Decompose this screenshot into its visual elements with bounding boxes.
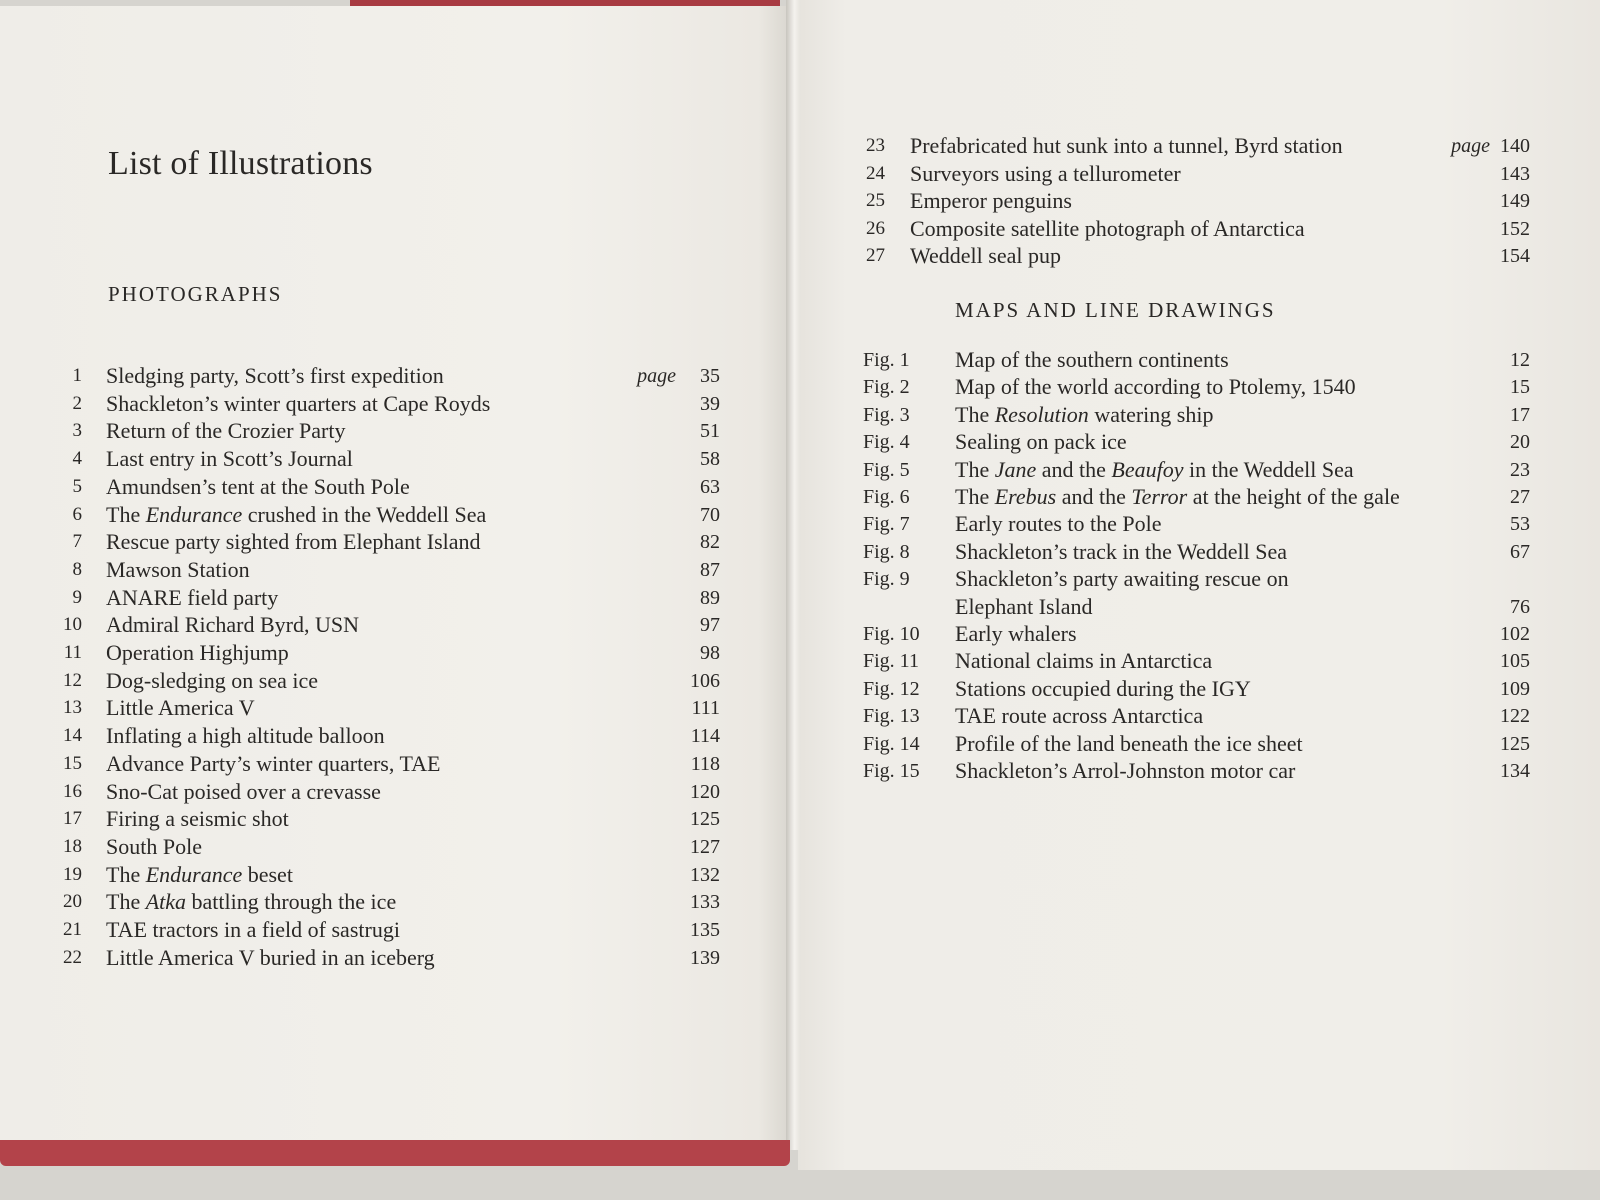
photo-entry — [855, 132, 1530, 160]
photo-caption: TAE tractors in a field of sastrugi — [106, 917, 400, 942]
figure-page-number: 76 — [1510, 595, 1530, 618]
figure-page-number: 134 — [1500, 760, 1530, 782]
photo-entry — [50, 556, 720, 584]
figure-caption: Shackleton’s party awaiting rescue on — [955, 566, 1289, 592]
photo-entry — [50, 528, 720, 556]
photo-page-number: 51 — [700, 420, 720, 443]
photo-page-number: 127 — [690, 835, 720, 858]
photo-number: 3 — [72, 420, 82, 442]
photo-caption: Amundsen’s tent at the South Pole — [106, 473, 410, 499]
photo-page-number: 132 — [690, 863, 720, 886]
photo-entry — [50, 861, 720, 889]
figure-number: Fig. 6 — [863, 486, 910, 508]
figure-entry-continued — [863, 593, 1530, 621]
figure-entry — [863, 401, 1530, 429]
photo-entry — [50, 888, 720, 916]
photo-caption: Return of the Crozier Party — [106, 418, 346, 444]
photo-page-number: 70 — [700, 503, 720, 526]
photo-page-number: 133 — [690, 891, 720, 914]
photo-number: 8 — [72, 558, 82, 580]
photo-caption: Dog-sledging on sea ice — [106, 667, 318, 693]
photo-entry — [50, 722, 720, 750]
figure-entry — [863, 483, 1530, 511]
photo-entry — [50, 805, 720, 833]
figure-number: Fig. 15 — [863, 760, 920, 782]
photo-caption: Little America V — [106, 695, 255, 721]
photo-number: 27 — [866, 245, 885, 266]
photo-caption: Mawson Station — [106, 556, 250, 582]
figure-page-number: 27 — [1510, 486, 1530, 508]
photo-page-number: 106 — [690, 669, 720, 692]
figure-page-number: 125 — [1500, 732, 1530, 755]
figure-number: Fig. 14 — [863, 732, 920, 755]
photo-page-number: 152 — [1500, 217, 1530, 240]
photo-number: 7 — [72, 531, 82, 553]
figure-page-number: 17 — [1510, 403, 1530, 426]
photo-entry — [50, 944, 720, 972]
photo-number: 10 — [63, 614, 82, 636]
photo-number: 24 — [866, 162, 885, 184]
photo-number: 26 — [866, 217, 885, 239]
figure-entry — [863, 647, 1530, 675]
figure-number: Fig. 9 — [863, 568, 910, 591]
figure-page-number: 12 — [1510, 349, 1530, 371]
maps-heading: MAPS AND LINE DRAWINGS — [955, 298, 1276, 322]
photo-page-number: 111 — [691, 697, 720, 720]
photo-number: 4 — [72, 448, 82, 470]
figure-caption-continued: Elephant Island — [955, 593, 1093, 619]
photo-caption: Last entry in Scott’s Journal — [106, 446, 353, 472]
photo-caption: Rescue party sighted from Elephant Island — [106, 529, 481, 555]
figure-number: Fig. 1 — [863, 349, 910, 371]
figure-caption: Sealing on pack ice — [955, 429, 1127, 455]
photo-page-number: 35 — [700, 365, 720, 387]
photo-caption: South Pole — [106, 833, 202, 859]
photo-entry — [855, 187, 1530, 215]
book-cover-bottom-edge — [0, 1140, 790, 1166]
photo-caption: Admiral Richard Byrd, USN — [106, 612, 359, 638]
photo-number: 22 — [63, 946, 82, 968]
photo-number: 1 — [72, 365, 82, 386]
figure-number: Fig. 7 — [863, 513, 910, 536]
figure-entry — [863, 757, 1530, 785]
figure-number: Fig. 2 — [863, 376, 910, 399]
figure-number: Fig. 10 — [863, 623, 920, 645]
figure-caption: Stations occupied during the IGY — [955, 675, 1251, 701]
figure-caption: Map of the southern continents — [955, 347, 1229, 372]
figure-page-number: 20 — [1510, 431, 1530, 454]
photo-number: 12 — [63, 669, 82, 691]
page-label: page — [637, 365, 676, 387]
photo-entry — [50, 445, 720, 473]
photo-page-number: 89 — [700, 586, 720, 609]
figure-caption: Shackleton’s Arrol-Johnston motor car — [955, 758, 1296, 783]
photo-entry — [50, 667, 720, 695]
photo-entry — [50, 390, 720, 418]
figure-caption: The Resolution watering ship — [955, 401, 1214, 427]
figure-entry — [863, 620, 1530, 648]
photo-page-number: 82 — [700, 531, 720, 554]
photo-caption: Shackleton’s winter quarters at Cape Royds — [106, 390, 491, 416]
photo-entry — [50, 694, 720, 722]
figure-page-number: 15 — [1510, 376, 1530, 399]
photo-number: 20 — [63, 891, 82, 913]
photo-number: 25 — [866, 190, 885, 211]
figure-caption: Early routes to the Pole — [955, 511, 1162, 537]
figure-page-number: 23 — [1510, 458, 1530, 481]
photo-caption: Advance Party’s winter quarters, TAE — [106, 750, 441, 776]
photo-entry — [50, 501, 720, 529]
figure-caption: The Jane and the Beaufoy in the Weddell Sea — [955, 456, 1354, 482]
photo-entry — [855, 242, 1530, 270]
figure-page-number: 105 — [1500, 650, 1530, 673]
photo-page-number: 97 — [700, 614, 720, 637]
photo-caption: Sledging party, Scott’s first expedition — [106, 363, 444, 388]
figure-number: Fig. 4 — [863, 431, 910, 454]
photo-caption: Inflating a high altitude balloon — [106, 723, 385, 749]
figure-entry — [863, 702, 1530, 730]
figure-number: Fig. 12 — [863, 677, 920, 700]
figure-page-number: 109 — [1500, 677, 1530, 700]
figure-number: Fig. 5 — [863, 458, 910, 481]
figure-entry — [863, 346, 1530, 374]
page-title: List of Illustrations — [108, 144, 373, 182]
photo-caption: The Endurance beset — [106, 861, 293, 887]
photo-number: 11 — [63, 642, 82, 663]
figure-page-number: 53 — [1510, 513, 1530, 536]
photo-caption: Firing a seismic shot — [106, 806, 289, 832]
photo-number: 16 — [63, 780, 82, 802]
photo-caption: Surveyors using a tellurometer — [910, 160, 1181, 186]
photo-number: 5 — [72, 475, 82, 497]
photo-page-number: 125 — [690, 808, 720, 831]
figure-entry — [863, 373, 1530, 401]
photo-entry — [50, 362, 720, 390]
figure-caption: Profile of the land beneath the ice sheet — [955, 730, 1303, 756]
book-gutter — [786, 0, 800, 1150]
photo-page-number: 154 — [1500, 245, 1530, 267]
figure-caption: Shackleton’s track in the Weddell Sea — [955, 538, 1288, 564]
photo-page-number: 114 — [690, 725, 720, 748]
figure-entry — [863, 428, 1530, 456]
photo-page-number: 143 — [1500, 162, 1530, 185]
photo-number: 9 — [72, 586, 82, 608]
figure-number: Fig. 11 — [863, 650, 919, 673]
photo-page-number: 118 — [690, 752, 720, 775]
photo-entry — [50, 750, 720, 778]
photo-entry — [50, 778, 720, 806]
photo-caption: Prefabricated hut sunk into a tunnel, Byrd station — [910, 133, 1343, 158]
figure-entry — [863, 510, 1530, 538]
figure-number: Fig. 3 — [863, 403, 910, 426]
figure-page-number: 67 — [1510, 540, 1530, 563]
photo-page-number: 139 — [690, 946, 720, 969]
figure-page-number: 102 — [1500, 623, 1530, 645]
photo-number: 18 — [63, 835, 82, 857]
photo-caption: Weddell seal pup — [910, 243, 1061, 268]
photo-number: 6 — [72, 503, 82, 525]
figure-entry — [863, 675, 1530, 703]
photo-entry — [50, 584, 720, 612]
photo-entry — [855, 215, 1530, 243]
photo-number: 2 — [72, 392, 82, 414]
photo-number: 23 — [866, 135, 885, 156]
figure-entry — [863, 565, 1530, 593]
photo-number: 17 — [63, 808, 82, 830]
photo-entry — [50, 417, 720, 445]
photo-caption: Composite satellite photograph of Antarctica — [910, 215, 1305, 241]
photo-entry — [50, 833, 720, 861]
photo-page-number: 135 — [690, 919, 720, 941]
figure-caption: The Erebus and the Terror at the height of the gale — [955, 484, 1400, 509]
photo-caption: ANARE field party — [106, 584, 279, 610]
photo-number: 15 — [63, 752, 82, 774]
photo-caption: The Endurance crushed in the Weddell Sea — [106, 501, 487, 527]
photo-number: 13 — [63, 697, 82, 719]
figure-caption: Map of the world according to Ptolemy, 1540 — [955, 374, 1356, 400]
photo-number: 21 — [63, 919, 82, 940]
figure-caption: Early whalers — [955, 621, 1077, 646]
photo-page-number: 120 — [690, 780, 720, 803]
photo-number: 14 — [63, 725, 82, 747]
photographs-heading: PHOTOGRAPHS — [108, 282, 283, 306]
photo-page-number: 87 — [700, 558, 720, 581]
page-label: page — [1451, 135, 1490, 157]
figure-caption: TAE route across Antarctica — [955, 703, 1204, 729]
figure-entry — [863, 730, 1530, 758]
photo-caption: Sno-Cat poised over a crevasse — [106, 778, 381, 804]
figure-page-number: 122 — [1500, 705, 1530, 728]
photo-page-number: 149 — [1500, 190, 1530, 212]
photo-page-number: 140 — [1500, 135, 1530, 157]
photo-caption: Emperor penguins — [910, 188, 1072, 213]
photo-caption: The Atka battling through the ice — [106, 889, 397, 915]
photo-number: 19 — [63, 863, 82, 885]
photo-page-number: 98 — [700, 642, 720, 664]
photo-page-number: 63 — [700, 475, 720, 498]
photo-entry — [50, 639, 720, 667]
photo-entry — [50, 916, 720, 944]
photo-page-number: 58 — [700, 448, 720, 471]
photo-entry — [50, 473, 720, 501]
figure-entry — [863, 538, 1530, 566]
figure-caption: National claims in Antarctica — [955, 648, 1213, 674]
figure-entry — [863, 456, 1530, 484]
figure-number: Fig. 13 — [863, 705, 920, 728]
photo-caption: Little America V buried in an iceberg — [106, 944, 435, 970]
photo-page-number: 39 — [700, 392, 720, 415]
photo-entry — [50, 611, 720, 639]
figure-number: Fig. 8 — [863, 540, 910, 563]
photo-caption: Operation Highjump — [106, 640, 289, 665]
photo-entry — [855, 160, 1530, 188]
